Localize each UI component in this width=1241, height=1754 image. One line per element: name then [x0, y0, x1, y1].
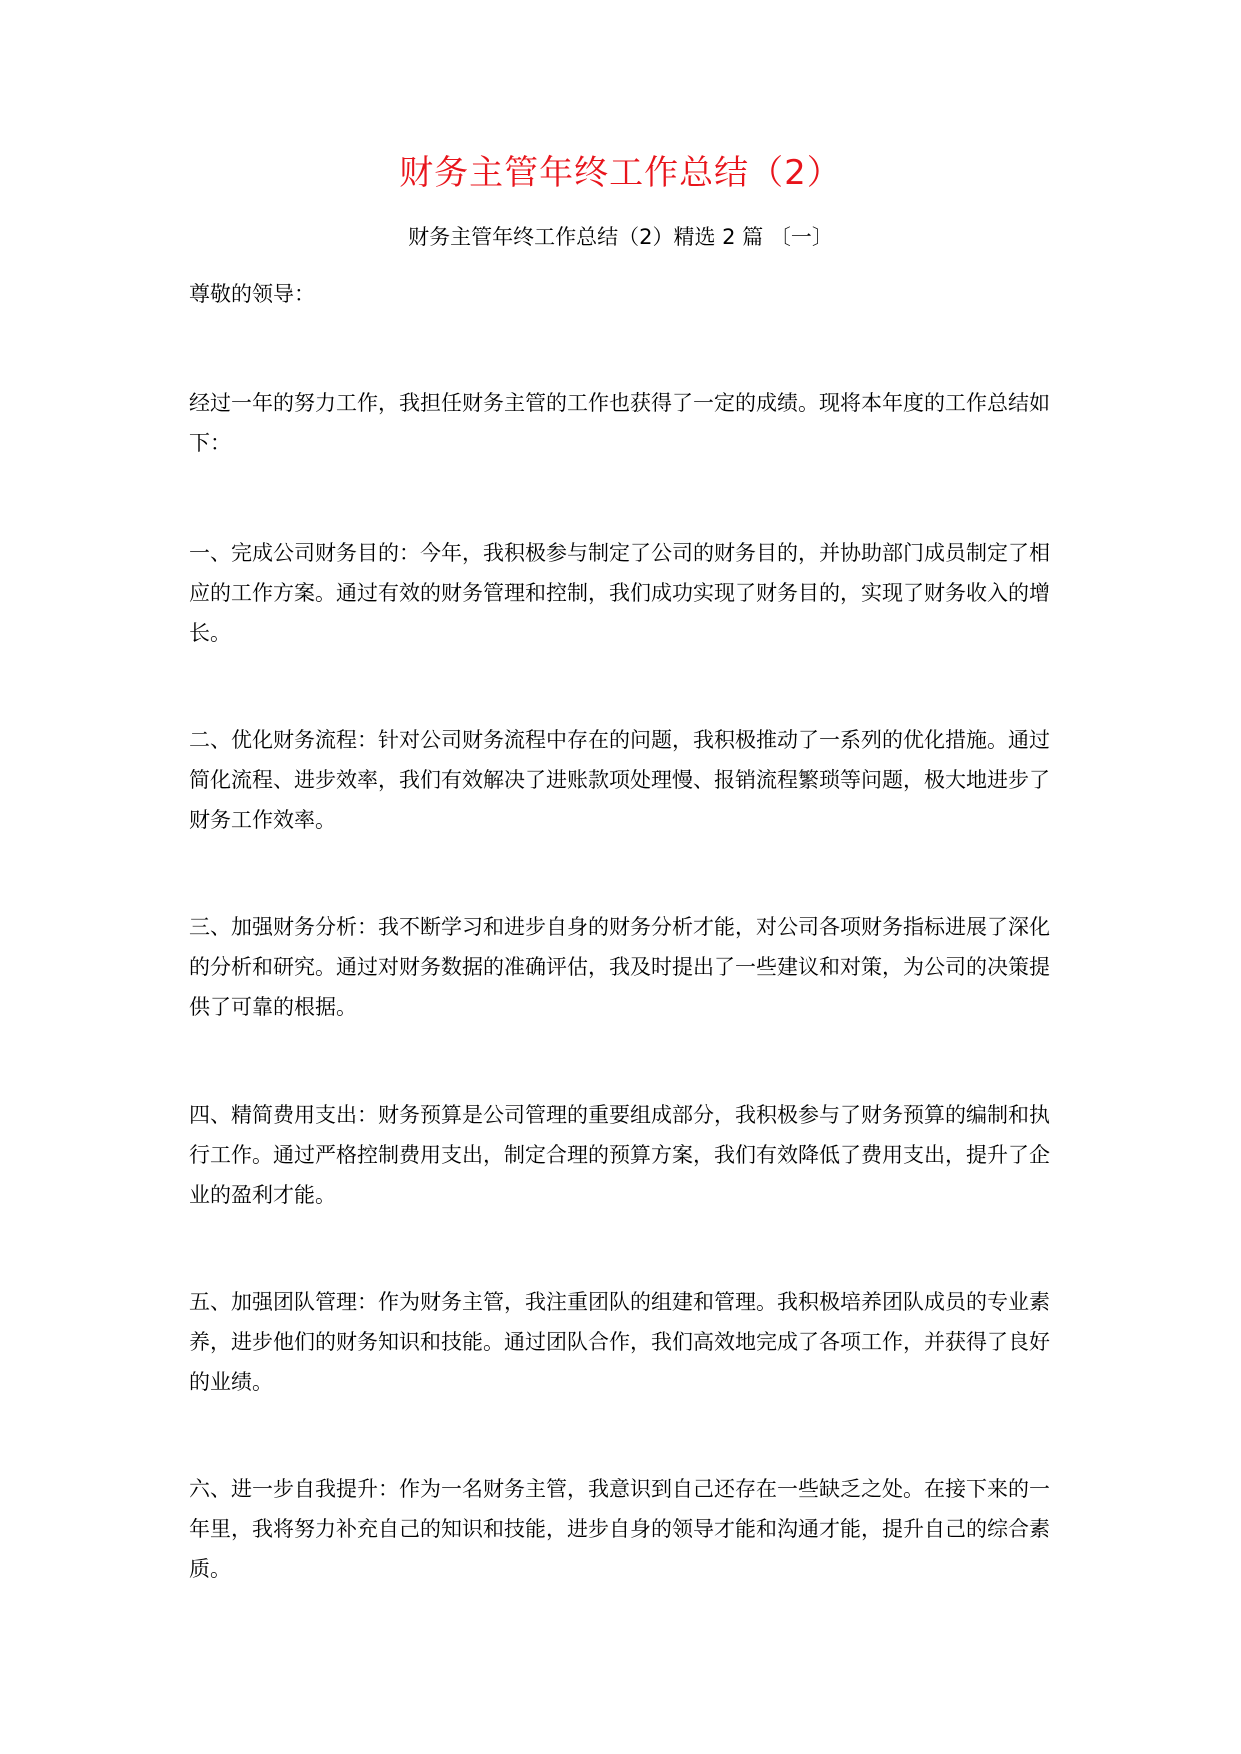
paragraph-item-5: 五、加强团队管理：作为财务主管，我注重团队的组建和管理。我积极培养团队成员的专业素养，进步他们的财务知识和技能。通过团队合作，我们高效地完成了各项工作，并获得了良好的业绩。 — [189, 1290, 1050, 1394]
paragraph-item-4: 四、精简费用支出：财务预算是公司管理的重要组成部分，我积极参与了财务预算的编制和执行工作。通过严格控制费用支出，制定合理的预算方案，我们有效降低了费用支出，提升了企业的盈利才能。 — [189, 1103, 1050, 1207]
salutation: 尊敬的领导： — [189, 282, 315, 306]
document-title: 财务主管年终工作总结（2） — [399, 153, 842, 193]
paragraph-item-1: 一、完成公司财务目的：今年，我积极参与制定了公司的财务目的，并协助部门成员制定了相应的工作方案。通过有效的财务管理和控制，我们成功实现了财务目的，实现了财务收入的增长。 — [189, 541, 1050, 645]
paragraph-item-2: 二、优化财务流程：针对公司财务流程中存在的问题，我积极推动了一系列的优化措施。通过简化流程、进步效率，我们有效解决了进账款项处理慢、报销流程繁琐等问题，极大地进步了财务工作效率。 — [189, 728, 1050, 832]
document-subtitle: 财务主管年终工作总结（2）精选 2 篇 〔一〕 — [408, 225, 833, 249]
paragraph-item-6: 六、进一步自我提升：作为一名财务主管，我意识到自己还存在一些缺乏之处。在接下来的一年里，我将努力补充自己的知识和技能，进步自身的领导才能和沟通才能，提升自己的综合素质。 — [189, 1477, 1050, 1581]
paragraph-item-3: 三、加强财务分析：我不断学习和进步自身的财务分析才能，对公司各项财务指标进展了深化的分析和研究。通过对财务数据的准确评估，我及时提出了一些建议和对策，为公司的决策提供了可靠的根据。 — [189, 915, 1050, 1019]
paragraph-intro: 经过一年的努力工作，我担任财务主管的工作也获得了一定的成绩。现将本年度的工作总结如下： — [189, 391, 1050, 455]
